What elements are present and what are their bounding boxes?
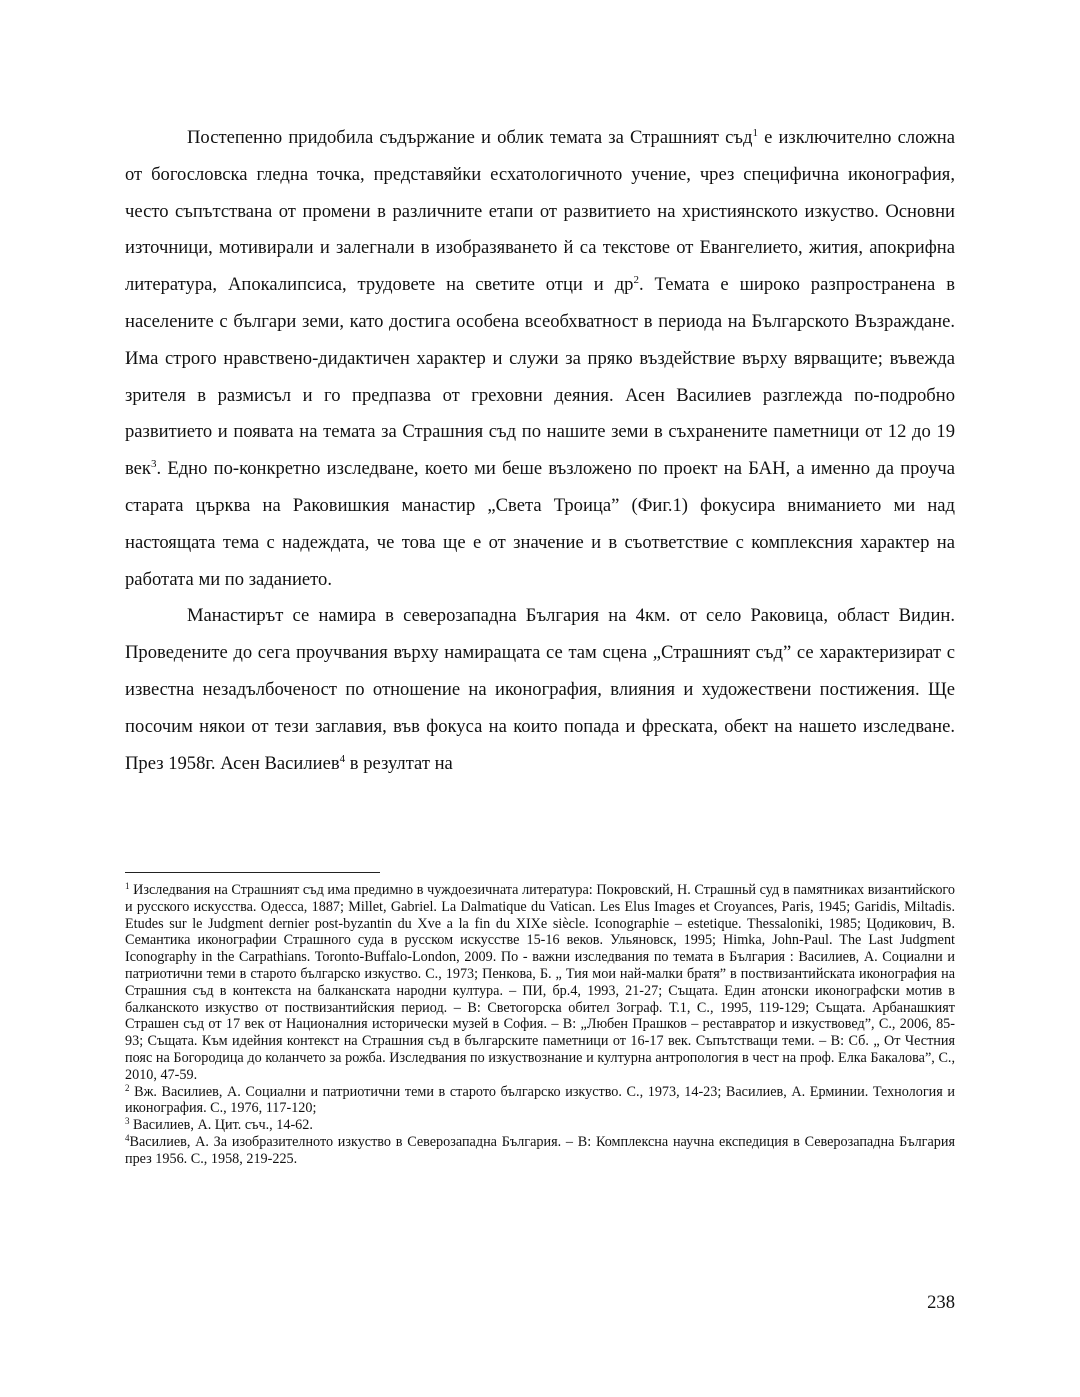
footnote-text: Василиев, А. За изобразителното изкуство в Северозападна България. – В: Комплексна научна експедиция в Северозападна България през 1956. С., 1958, 219-225. [125, 1133, 955, 1167]
paragraph-1-part-2: е изключително сложна от богословска гледна точка, представяйки есхатологичното учение, чрез специфична иконография, често съпътствана от промени в различните етапи от развитието на християнското изкуство. Основни източници, мотивирали и залегнали в изобразяването й са текстове от Евангелието, жития, апокрифна литература, Апокалипсиса, трудовете на светите отци и др [125, 127, 955, 296]
paragraph-1-part-1: Постепенно придобила съдържание и облик темата за Страшният съд [187, 127, 753, 148]
paragraph-1-part-3: . Темата е широко разпространена в населените с българи земи, като достига особена всеобхватност в периода на Българското Възраждане. Има строго нравствено-дидактичен характер и служи за пряко въздействие върху вярващите; въвежда зрителя в размисъл и го предпазва от греховни деяния. Асен Василиев разглежда по-подробно развитието и появата на темата за Страшния съд по нашите земи в съхранените паметници от 12 до 19 век [125, 274, 955, 480]
footnote-ref-3[interactable]: 3 [150, 458, 157, 471]
footnote-3 [125, 1117, 955, 1134]
paragraph-2 [125, 598, 955, 782]
footnote-number: 3 [125, 1116, 130, 1127]
paragraph-2-part-1: Манастирът се намира в северозападна България на 4км. от село Раковица, област Видин. Проведените до сега проучвания върху намиращата се там сцена „Страшният съд” се характеризират с известна незадълбоченост по отношение на иконография, влияния и художествени постижения. Ще посочим някои от тези заглавия, във фокуса на които попада и фреската, обект на нашето изследване. През 1958г. Асен Василиев [125, 605, 955, 774]
footnote-ref-1[interactable]: 1 [752, 127, 758, 139]
footnote-1 [125, 882, 955, 1084]
footnote-text: Вж. Василиев, А. Социални и патриотични теми в старото българско изкуство. С., 1973, 14-23; Василиев, А. Ерминии. Технология и иконография. С., 1976, 117-120; [125, 1083, 955, 1117]
footnotes [125, 882, 955, 1168]
footnote-text: Изследвания на Страшният съд има предимно в чуждоезичната литература: Покровский, Н. Страшньй суд в памятниках византийского и русского искусства. Одесса, 1887; Millet, Gabriel. La Dalmatique du Vatican. Les Elus Images et Croyances, Paris, 1945; Garidis, Miltadis. Etudes sur le Judgment dernier post-byzantin du Xve a la fin du XIXe siècle. Iconographie – estetique. Thessaloniki, 1985; Цодикович, В. Семантика иконографии Страшного суда в русском искусстве 15-16 веков. Ульяновск, 1995; Himka, John-Paul. The Last Judgment Iconography in the Carpathians. Toronto-Buffalo-London, 2009. По - важни изследвания по темата в България : Василиев, А. Социални и патриотични теми в старото българско изкуство. С., 1973; Пенкова, Б. „ Тия мои най-малки братя” в поствизантийската иконография на Страшния съд в контекста на балканската народни култура. – ПИ, бр.4, 1993, 21-27; Същата. Един атонски иконографски мотив в балканското изкуство от поствизантийския период. – В: Светогорска обител Зограф. Т.1, С., 1995, 119-129; Същата. Арбанашкият Страшен съд от 17 век от Националния исторически музей в София. – В: „Любен Прашков – реставратор и изкуствовед”, С., 2006, 85-93; Същата. Към идейния контекст на Страшния съд в българските паметници от 16-17 век. Съпътстващи теми. – В: Сб. „ От Честния пояс на Богородица до коланчето за рожба. Изследвания по изкуствознание и културна антропология в чест на проф. Елка Бакалова”, С., 2010, 47-59. [125, 882, 955, 1083]
footnote-number: 2 [125, 1082, 130, 1093]
page-number: 238 [927, 1292, 955, 1313]
footnote-separator [125, 872, 380, 873]
footnote-4 [125, 1134, 955, 1168]
paragraph-1 [125, 120, 955, 598]
paragraph-2-part-2: в резултат на [345, 752, 453, 774]
footnote-2 [125, 1084, 955, 1118]
footnote-ref-2[interactable]: 2 [633, 274, 639, 287]
footnote-ref-4[interactable]: 4 [339, 752, 346, 765]
footnote-text: Василиев, А. Цит. съч., 14-62. [129, 1117, 313, 1134]
paragraph-1-part-4: . Едно по-конкретно изследване, което ми беше възложено по проект на БАН, а именно да проуча старата църква на Раковишкия манастир „Света Троица” (Фиг.1) фокусира вниманието ми над настоящата тема с надеждата, че това ще е от значение и в съответствие с комплексния характер на работата ми по заданието. [125, 458, 955, 590]
footnote-number: 4 [125, 1132, 130, 1143]
footnote-number: 1 [125, 881, 130, 891]
main-text [125, 120, 955, 782]
